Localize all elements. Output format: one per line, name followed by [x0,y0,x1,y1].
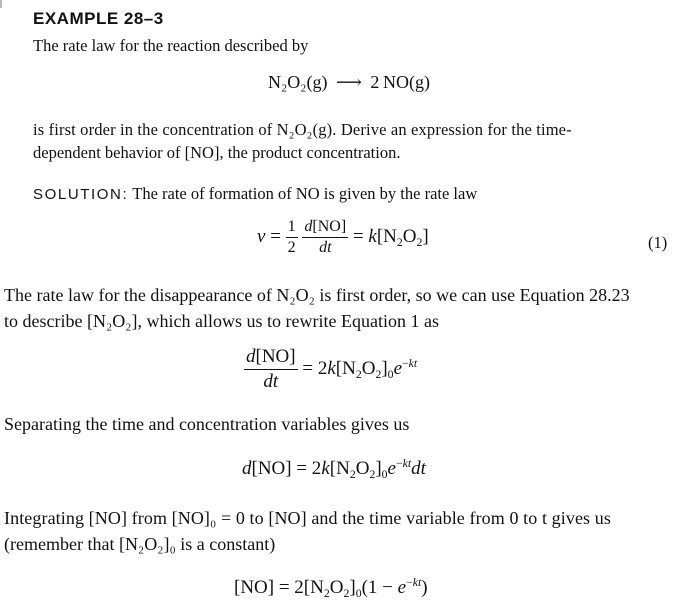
equation-4: $[NO] = 2[N_2O_2]_0(1 - e^{-kt})$ [234,575,428,601]
paragraph-1-line-2: to describe [N₂O₂], which allows us to rewrite Equation 1 as [4,311,439,331]
reaction-reactant: N₂O₂(g) [268,72,328,92]
problem-line-1: is first order in the concentration of N₂O₂(g). Derive an expression for the time- [33,120,572,139]
paragraph-2: Separating the time and concentration variables gives us [4,414,410,434]
paragraph-3-line-2: (remember that [N₂O₂]₀ is a constant) [4,534,276,554]
scan-edge-mark [0,0,2,8]
problem-line-2: dependent behavior of [NO], the product concentration. [33,143,401,162]
reaction-product: 2 NO(g) [370,72,430,92]
reaction-equation [268,72,430,93]
equation-2: $\frac{d[NO]}{dt}$ = $2k[N_2O_2]_0e^{-kt}$ [246,346,418,392]
equation-1-number: (1) [648,233,668,252]
intro-text: The rate law for the reaction described by [33,36,309,55]
equation-1: v = $\frac{1}{2}$ $\frac{d[NO]}{dt}$ = $k[N_2O_2]$ [257,218,429,256]
solution-label: SOLUTION: [33,186,129,203]
reaction-arrow: ⟶ [336,72,362,92]
equation-3: $d[NO] = 2k[N_2O_2]_0e^{-kt}dt$ [242,456,426,482]
solution-line [33,184,477,204]
paragraph-1-line-1: The rate law for the disappearance of N₂O₂ is first order, so we can use Equation 28.23 [4,285,630,305]
example-heading: EXAMPLE 28–3 [33,9,164,28]
solution-text: The rate of formation of NO is given by the rate law [132,184,478,203]
paragraph-3-line-1: Integrating [NO] from [NO]₀ = 0 to [NO] and the time variable from 0 to t gives us [4,508,611,528]
